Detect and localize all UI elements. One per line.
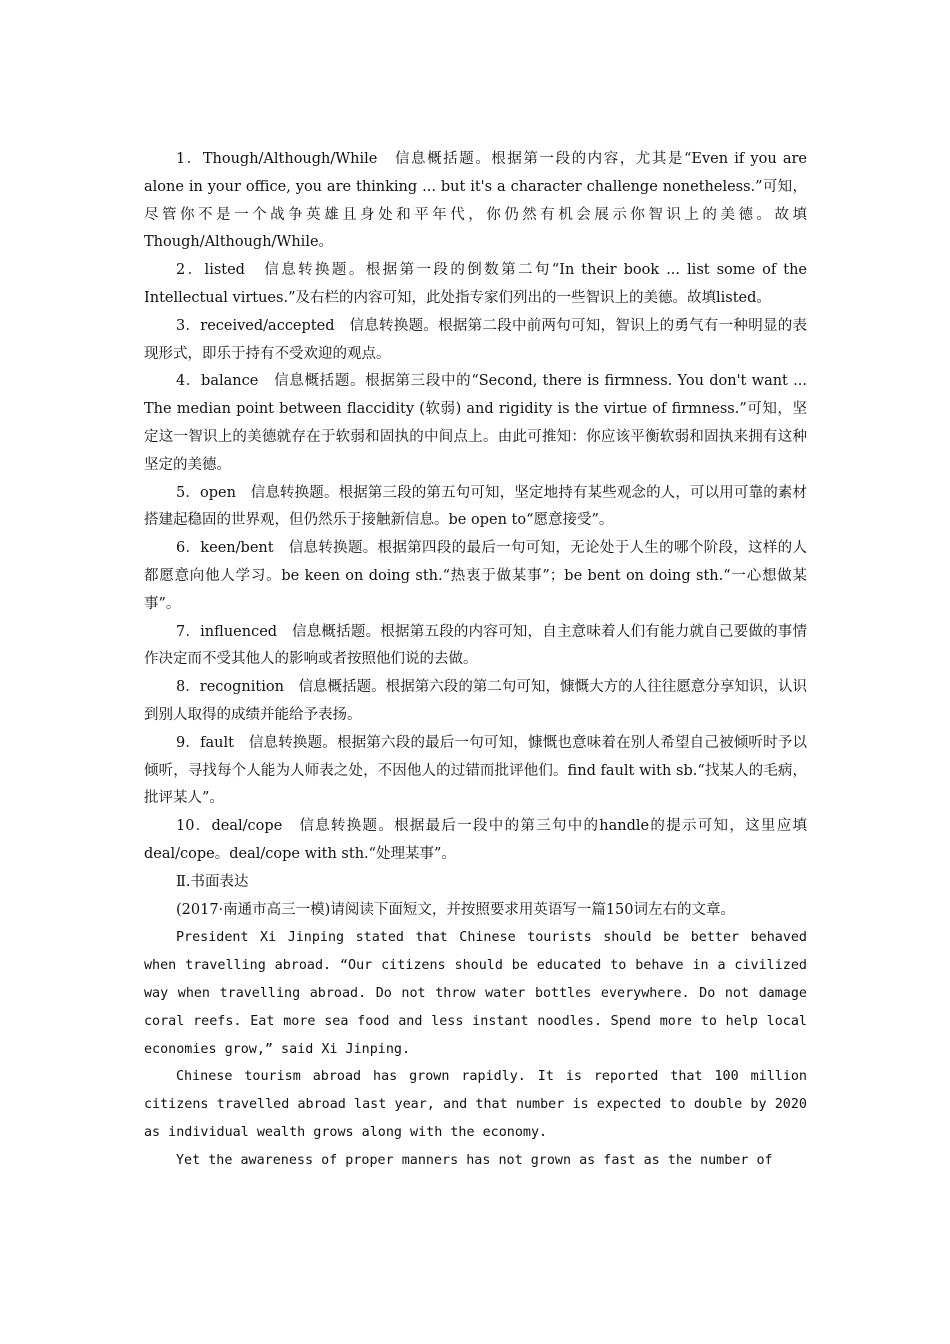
answer-8: 8．recognition 信息概括题。根据第六段的第二句可知，慷慨大方的人往往愿意分享知识，认识到别人取得的成绩并能给予表扬。 bbox=[144, 679, 807, 723]
writing-prompt: (2017·南通市高三一模)请阅读下面短文，并按照要求用英语写一篇150词左右的文章。 bbox=[176, 901, 735, 918]
document-page bbox=[144, 146, 807, 1174]
answer-4: 4．balance 信息概括题。根据第三段中的“Second, there is firmness. You don't want ... The median point between flaccidity (软弱) and rigidity is the virtue of firmness.”可知，坚定这一智识上的美德就存在于软弱和固执的中间点上。由此可推知：你应该平衡软弱和固执来拥有这种坚定的美德。 bbox=[144, 373, 807, 473]
answer-2: 2．listed 信息转换题。根据第一段的倒数第二句“In their book ... list some of the Intellectual virtues.”及右栏的内容可知，此处指专家们列出的一些智识上的美德。故填listed。 bbox=[144, 262, 807, 306]
passage-paragraph-1: President Xi Jinping stated that Chinese tourists should be better behaved when travelling abroad. “Our citizens should be educated to behave in a civilized way when travelling abroad. Do not throw water bottles everywhere. Do not damage coral reefs. Eat more sea food and less instant noodles. Spend more to help local economies grow,” said Xi Jinping. bbox=[144, 930, 807, 1057]
passage-paragraph-3: Yet the awareness of proper manners has not grown as fast as the number of bbox=[176, 1152, 773, 1168]
answer-9: 9．fault 信息转换题。根据第六段的最后一句可知，慷慨也意味着在别人希望自己被倾听时予以倾听，寻找每个人能为人师表之处，不因他人的过错而批评他们。find fault with sb.“找某人的毛病，批评某人”。 bbox=[144, 734, 807, 807]
answer-5: 5．open 信息转换题。根据第三段的第五句可知，坚定地持有某些观念的人，可以用可靠的素材搭建起稳固的世界观，但仍然乐于接触新信息。be open to“愿意接受”。 bbox=[144, 484, 807, 529]
section-heading: Ⅱ.书面表达 bbox=[176, 873, 249, 890]
answer-6: 6．keen/bent 信息转换题。根据第四段的最后一句可知，无论处于人生的哪个阶段，这样的人都愿意向他人学习。be keen on doing sth.“热衷于做某事”；be bent on doing sth.“一心想做某事”。 bbox=[144, 540, 807, 612]
answer-1: 1．Though/Although/While 信息概括题。根据第一段的内容，尤其是“Even if you are alone in your office, you are thinking ... but it's a character challenge nonetheless.”可知，尽管你不是一个战争英雄且身处和平年代，你仍然有机会展示你智识上的美德。故填Though/Although/While。 bbox=[144, 151, 807, 251]
answer-10: 10．deal/cope 信息转换题。根据最后一段中的第三句中的handle的提示可知，这里应填deal/cope。deal/cope with sth.“处理某事”。 bbox=[144, 818, 807, 862]
answer-3: 3．received/accepted 信息转换题。根据第二段中前两句可知，智识上的勇气有一种明显的表现形式，即乐于持有不受欢迎的观点。 bbox=[144, 317, 807, 362]
passage-paragraph-2: Chinese tourism abroad has grown rapidly. It is reported that 100 million citizens travelled abroad last year, and that number is expected to double by 2020 as individual wealth grows along with the economy. bbox=[144, 1069, 807, 1140]
answer-7: 7．influenced 信息概括题。根据第五段的内容可知，自主意味着人们有能力就自己要做的事情作决定而不受其他人的影响或者按照他们说的去做。 bbox=[144, 623, 807, 668]
